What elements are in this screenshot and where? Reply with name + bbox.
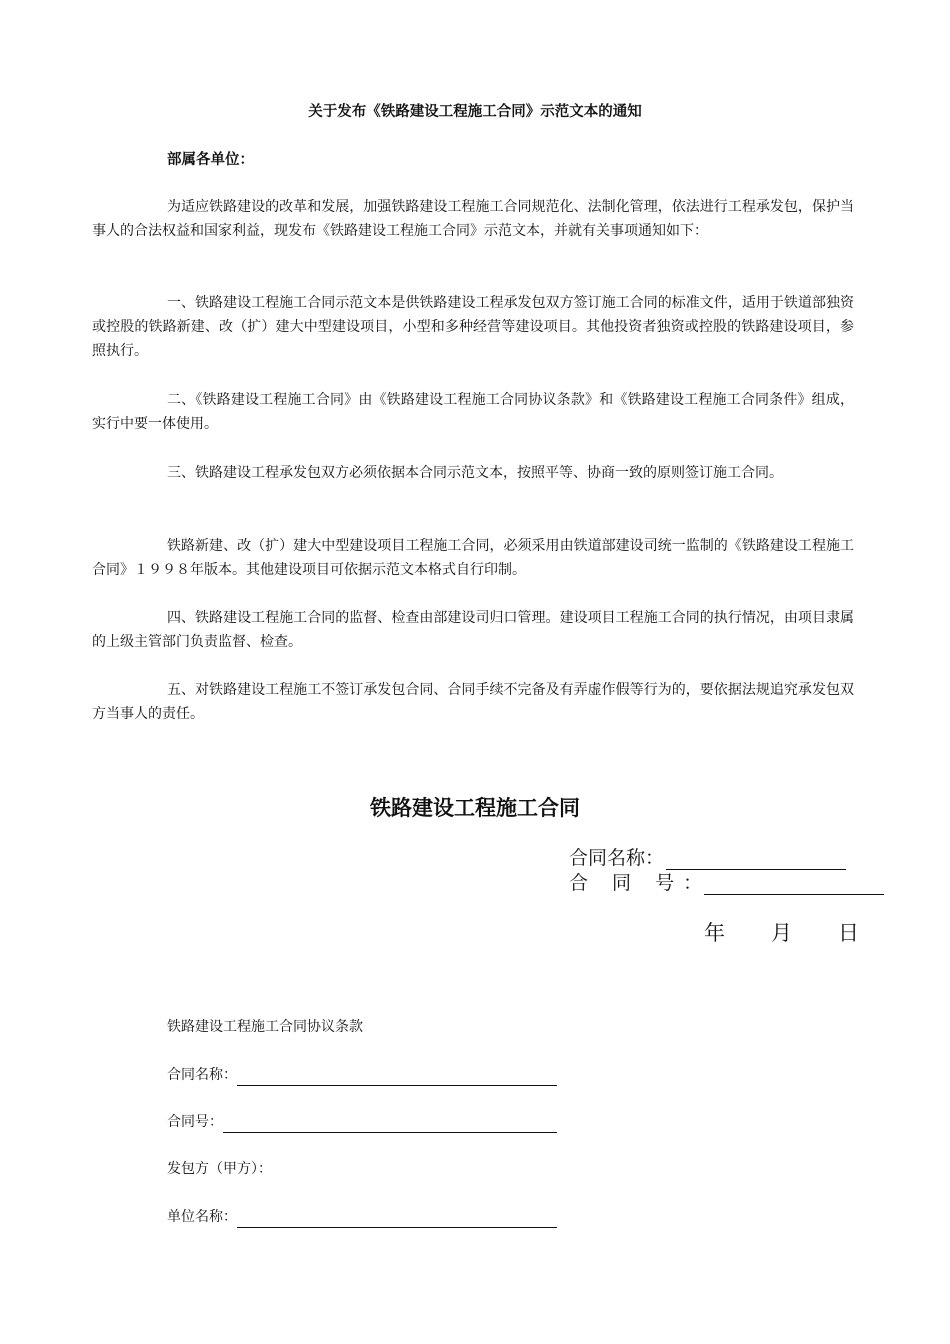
notice-paragraph-1: 一、铁路建设工程施工合同示范文本是供铁路建设工程承发包双方签订施工合同的标准文件，适用于铁道部独资或控股的铁路新建、改（扩）建大中型建设项目，小型和多种经营等建设项目。其他投资者独资或控股的铁路建设项目，参照执行。 bbox=[92, 295, 854, 359]
agreement-unit-name-blank bbox=[237, 1211, 557, 1228]
agreement-contract-name-label: 合同名称： bbox=[167, 1067, 237, 1083]
cover-contract-name-row bbox=[569, 846, 846, 870]
notice-paragraph-3-supplement: 铁路新建、改（扩）建大中型建设项目工程施工合同，必须采用由铁道部建设司统一监制的《铁路建设工程施工合同》１９９８年版本。其他建设项目可依据示范文本格式自行印制。 bbox=[92, 538, 854, 578]
contract-title: 铁路建设工程施工合同 bbox=[370, 796, 580, 820]
agreement-contract-name-row bbox=[167, 1064, 557, 1086]
agreement-unit-name-row bbox=[167, 1206, 557, 1228]
cover-contract-name-label: 合同名称： bbox=[569, 847, 665, 869]
agreement-title: 铁路建设工程施工合同协议条款 bbox=[167, 1019, 363, 1035]
agreement-contract-name-blank bbox=[237, 1069, 557, 1086]
agreement-contract-number-row bbox=[167, 1111, 557, 1133]
cover-contract-number-label: 合 同 号： bbox=[569, 872, 712, 894]
notice-paragraph-4: 四、铁路建设工程施工合同的监督、检查由部建设司归口管理。建设项目工程施工合同的执行情况，由项目隶属的上级主管部门负责监督、检查。 bbox=[92, 610, 854, 650]
notice-paragraph-5: 五、对铁路建设工程施工不签订承发包合同、合同手续不完备及有弄虚作假等行为的，要依据法规追究承发包双方当事人的责任。 bbox=[92, 682, 854, 722]
notice-title: 关于发布《铁路建设工程施工合同》示范文本的通知 bbox=[308, 104, 642, 120]
agreement-contract-number-label: 合同号： bbox=[167, 1114, 223, 1130]
agreement-unit-name-label: 单位名称： bbox=[167, 1209, 237, 1225]
cover-date bbox=[704, 920, 859, 946]
date-month-label: 月 bbox=[771, 921, 792, 945]
cover-contract-name-blank bbox=[666, 849, 846, 870]
date-day-label: 日 bbox=[838, 921, 859, 945]
notice-paragraph-2: 二、《铁路建设工程施工合同》由《铁路建设工程施工合同协议条款》和《铁路建设工程施工合同条件》组成，实行中要一体使用。 bbox=[92, 392, 854, 432]
notice-paragraph-intro: 为适应铁路建设的改革和发展，加强铁路建设工程施工合同规范化、法制化管理，依法进行工程承发包，保护当事人的合法权益和国家利益，现发布《铁路建设工程施工合同》示范文本，并就有关事项通知如下： bbox=[92, 199, 854, 239]
cover-contract-number-row bbox=[569, 871, 884, 895]
agreement-employer-label: 发包方（甲方）： bbox=[167, 1161, 272, 1177]
notice-paragraph-3: 三、铁路建设工程承发包双方必须依据本合同示范文本，按照平等、协商一致的原则签订施工合同。 bbox=[167, 465, 783, 481]
salutation: 部属各单位： bbox=[167, 152, 254, 168]
agreement-contract-number-blank bbox=[223, 1116, 557, 1133]
date-year-label: 年 bbox=[704, 921, 725, 945]
cover-contract-number-blank bbox=[704, 874, 884, 895]
agreement-employer-row bbox=[167, 1158, 272, 1180]
